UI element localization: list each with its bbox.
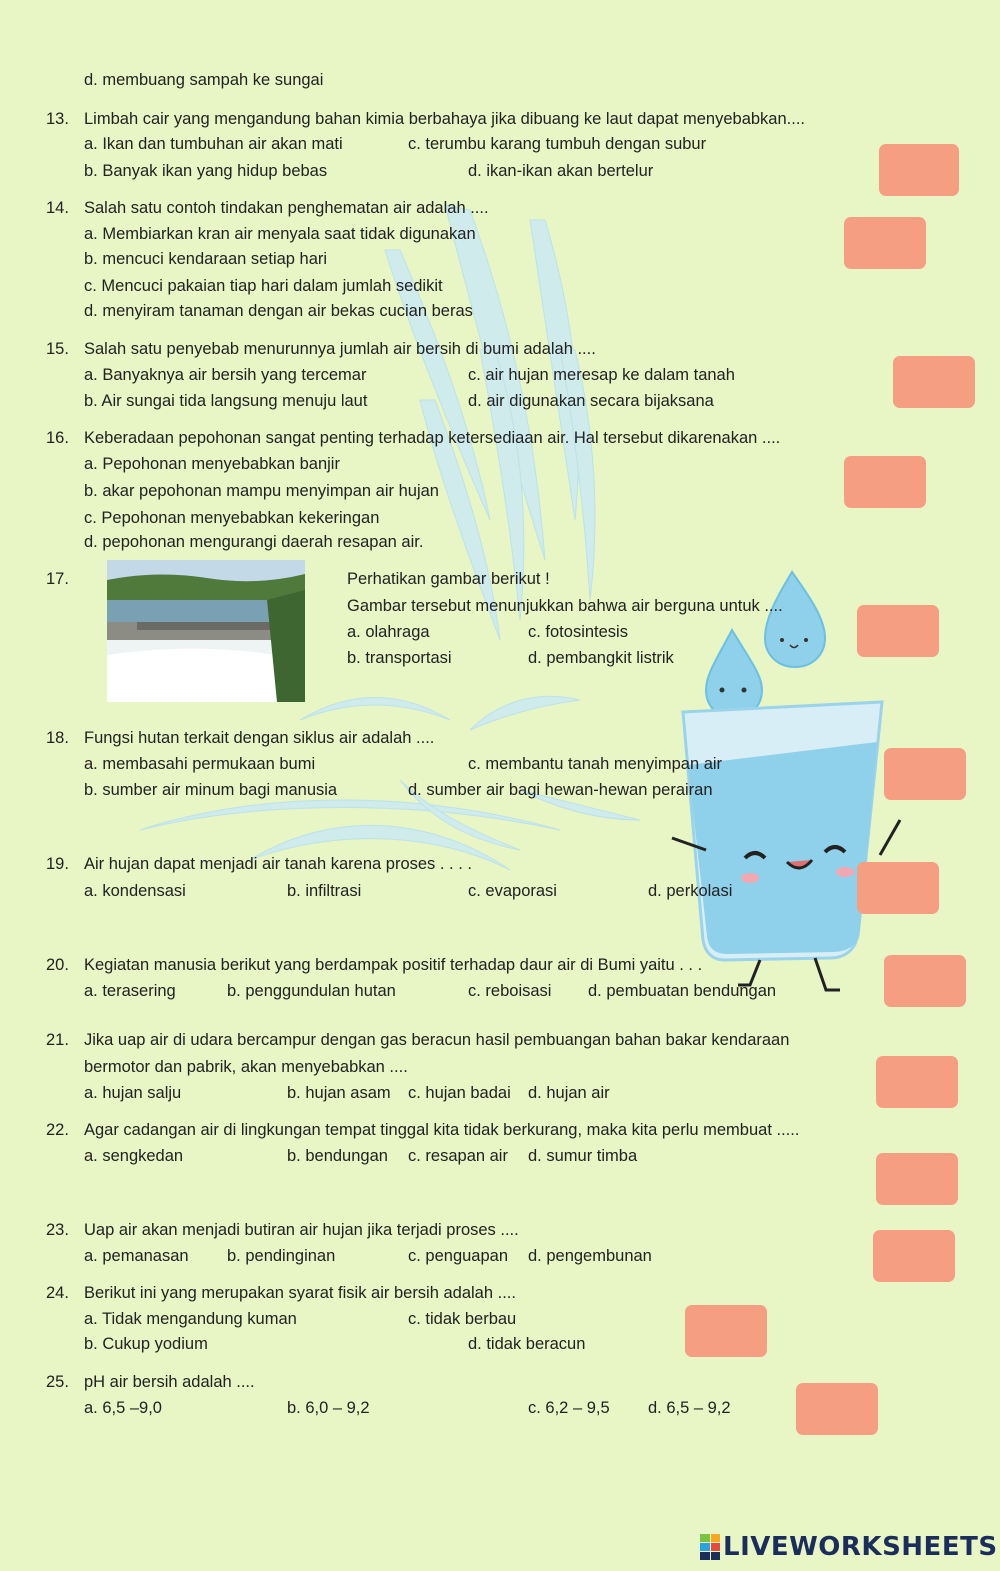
q18-number: 18. — [46, 729, 69, 747]
q24-option-c: c. tidak berbau — [408, 1310, 517, 1328]
q24-question: Berikut ini yang merupakan syarat fisik air bersih adalah .... — [84, 1284, 516, 1302]
q25-question: pH air bersih adalah .... — [84, 1373, 255, 1391]
q19-option-a: a. kondensasi — [84, 882, 186, 900]
q17-instruction: Perhatikan gambar berikut ! — [347, 570, 550, 588]
q19-option-c: c. evaporasi — [468, 882, 557, 900]
q17-option-b: b. transportasi — [347, 649, 452, 667]
q18-question: Fungsi hutan terkait dengan siklus air adalah .... — [84, 729, 435, 747]
q15-question: Salah satu penyebab menurunnya jumlah air bersih di bumi adalah .... — [84, 340, 596, 358]
q13-option-d: d. ikan-ikan akan bertelur — [468, 162, 654, 180]
q23-option-a: a. pemanasan — [84, 1247, 189, 1265]
q25-number: 25. — [46, 1373, 69, 1391]
q19-option-b: b. infiltrasi — [287, 882, 362, 900]
q17-option-c: c. fotosintesis — [528, 623, 628, 641]
q22-option-a: a. sengkedan — [84, 1147, 184, 1165]
q19-option-d: d. perkolasi — [648, 882, 733, 900]
q22-option-d: d. sumur timba — [528, 1147, 638, 1165]
q13-question: Limbah cair yang mengandung bahan kimia berbahaya jika dibuang ke laut dapat menyebabkan.... — [84, 110, 805, 128]
q20-question: Kegiatan manusia berikut yang berdampak positif terhadap daur air di Bumi yaitu . . . — [84, 956, 703, 974]
q13-answer-box[interactable] — [879, 144, 959, 196]
q16-option-b: b. akar pepohonan mampu menyimpan air hujan — [84, 482, 439, 500]
q21-option-c: c. hujan badai — [408, 1084, 511, 1102]
q14-option-d: d. menyiram tanaman dengan air bekas cucian beras — [84, 302, 473, 320]
q16-number: 16. — [46, 429, 69, 447]
q21-option-a: a. hujan salju — [84, 1084, 182, 1102]
q19-answer-box[interactable] — [857, 862, 939, 914]
q16-answer-box[interactable] — [844, 456, 926, 508]
q25-option-d: d. 6,5 – 9,2 — [648, 1399, 731, 1417]
q14-option-a: a. Membiarkan kran air menyala saat tidak digunakan — [84, 225, 476, 243]
q20-option-c: c. reboisasi — [468, 982, 552, 1000]
q20-option-b: b. penggundulan hutan — [227, 982, 396, 1000]
q25-option-c: c. 6,2 – 9,5 — [528, 1399, 610, 1417]
q21-number: 21. — [46, 1031, 69, 1049]
q13-option-b: b. Banyak ikan yang hidup bebas — [84, 162, 328, 180]
q13-number: 13. — [46, 110, 69, 128]
liveworksheets-logo-icon — [700, 1534, 720, 1560]
q24-answer-box[interactable] — [685, 1305, 767, 1357]
q14-option-c: c. Mencuci pakaian tiap hari dalam jumlah sedikit — [84, 277, 443, 295]
q17-question: Gambar tersebut menunjukkan bahwa air berguna untuk .... — [347, 597, 783, 615]
q21-option-d: d. hujan air — [528, 1084, 610, 1102]
q25-option-b: b. 6,0 – 9,2 — [287, 1399, 370, 1417]
q19-question: Air hujan dapat menjadi air tanah karena proses . . . . — [84, 855, 472, 873]
q21-question: Jika uap air di udara bercampur dengan gas beracun hasil pembuangan bahan bakar kendaraan — [84, 1031, 790, 1049]
q23-option-d: d. pengembunan — [528, 1247, 652, 1265]
q19-number: 19. — [46, 855, 69, 873]
q24-option-b: b. Cukup yodium — [84, 1335, 208, 1353]
dam-photo — [107, 560, 305, 702]
q12-option-d: d. membuang sampah ke sungai — [84, 71, 324, 89]
q23-number: 23. — [46, 1221, 69, 1239]
q17-answer-box[interactable] — [857, 605, 939, 657]
q15-option-b: b. Air sungai tida langsung menuju laut — [84, 392, 368, 410]
q17-option-d: d. pembangkit listrik — [528, 649, 674, 667]
q16-question: Keberadaan pepohonan sangat penting terhadap ketersediaan air. Hal tersebut dikarenakan .... — [84, 429, 781, 447]
q16-option-d: d. pepohonan mengurangi daerah resapan air. — [84, 533, 424, 551]
q20-number: 20. — [46, 956, 69, 974]
q15-number: 15. — [46, 340, 69, 358]
q23-option-c: c. penguapan — [408, 1247, 509, 1265]
liveworksheets-logo — [700, 1532, 998, 1562]
q15-answer-box[interactable] — [893, 356, 975, 408]
q14-number: 14. — [46, 199, 69, 217]
q13-option-a: a. Ikan dan tumbuhan air akan mati — [84, 135, 343, 153]
q24-option-d: d. tidak beracun — [468, 1335, 586, 1353]
q14-question: Salah satu contoh tindakan penghematan air adalah .... — [84, 199, 489, 217]
q25-option-a: a. 6,5 –9,0 — [84, 1399, 162, 1417]
q23-question: Uap air akan menjadi butiran air hujan jika terjadi proses .... — [84, 1221, 519, 1239]
q23-answer-box[interactable] — [873, 1230, 955, 1282]
q16-option-c: c. Pepohonan menyebabkan kekeringan — [84, 509, 380, 527]
q21-option-b: b. hujan asam — [287, 1084, 391, 1102]
q15-option-d: d. air digunakan secara bijaksana — [468, 392, 714, 410]
q14-option-b: b. mencuci kendaraan setiap hari — [84, 250, 328, 268]
q16-option-a: a. Pepohonan menyebabkan banjir — [84, 455, 340, 473]
q18-option-d: d. sumber air bagi hewan-hewan perairan — [408, 781, 713, 799]
q24-option-a: a. Tidak mengandung kuman — [84, 1310, 297, 1328]
q22-answer-box[interactable] — [876, 1153, 958, 1205]
q20-option-d: d. pembuatan bendungan — [588, 982, 777, 1000]
q15-option-c: c. air hujan meresap ke dalam tanah — [468, 366, 735, 384]
q17-option-a: a. olahraga — [347, 623, 430, 641]
q14-answer-box[interactable] — [844, 217, 926, 269]
q18-option-c: c. membantu tanah menyimpan air — [468, 755, 723, 773]
q24-number: 24. — [46, 1284, 69, 1302]
q20-answer-box[interactable] — [884, 955, 966, 1007]
q21-question-cont: bermotor dan pabrik, akan menyebabkan .... — [84, 1058, 408, 1076]
q22-option-c: c. resapan air — [408, 1147, 508, 1165]
q20-option-a: a. terasering — [84, 982, 176, 1000]
q18-answer-box[interactable] — [884, 748, 966, 800]
q13-option-c: c. terumbu karang tumbuh dengan subur — [408, 135, 707, 153]
q21-answer-box[interactable] — [876, 1056, 958, 1108]
q18-option-a: a. membasahi permukaan bumi — [84, 755, 316, 773]
q22-number: 22. — [46, 1121, 69, 1139]
liveworksheets-wordmark: LIVEWORKSHEETS — [723, 1532, 998, 1562]
q23-option-b: b. pendinginan — [227, 1247, 336, 1265]
q15-option-a: a. Banyaknya air bersih yang tercemar — [84, 366, 367, 384]
q17-number: 17. — [46, 570, 69, 588]
q25-answer-box[interactable] — [796, 1383, 878, 1435]
q18-option-b: b. sumber air minum bagi manusia — [84, 781, 338, 799]
q22-option-b: b. bendungan — [287, 1147, 388, 1165]
q22-question: Agar cadangan air di lingkungan tempat tinggal kita tidak berkurang, maka kita perlu membuat ..... — [84, 1121, 800, 1139]
